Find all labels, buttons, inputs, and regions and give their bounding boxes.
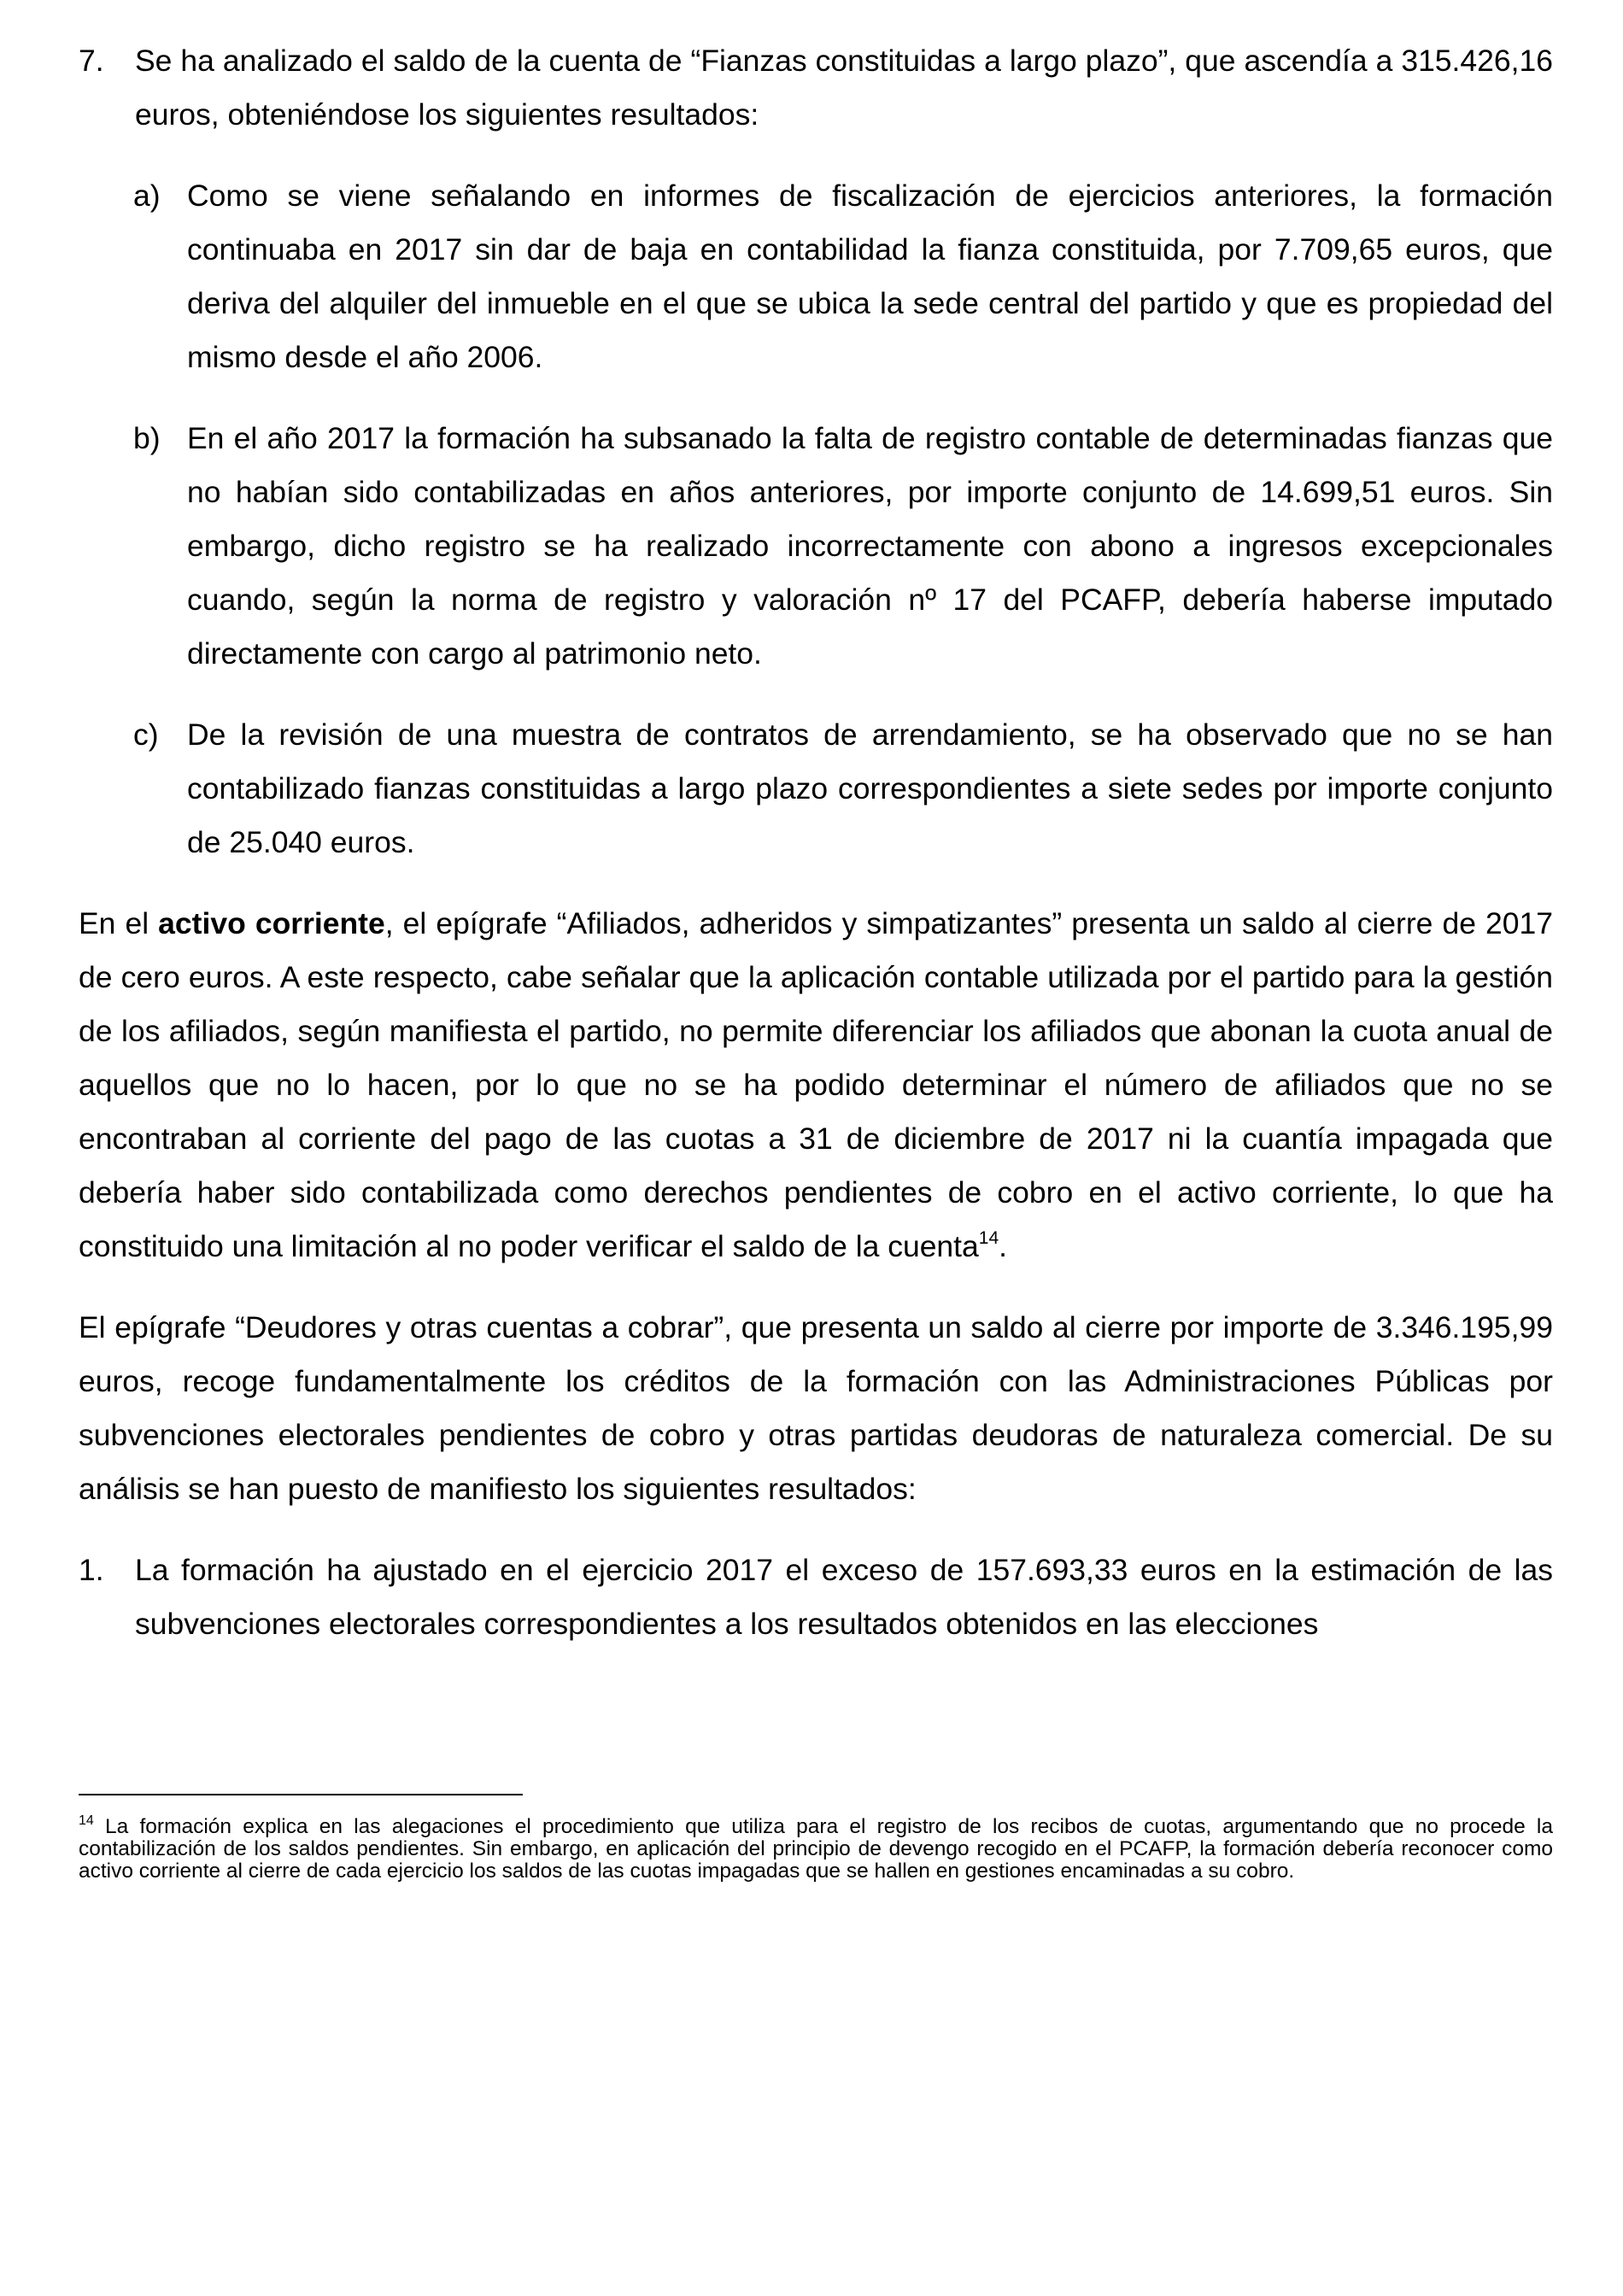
paragraph-lead: En el (79, 906, 159, 940)
paragraph-deudores (79, 1301, 1553, 1516)
list-item-7 (79, 34, 1553, 142)
footnote-text: La formación explica en las alegaciones el procedimiento que utiliza para el registro de los recibos de cuotas, argumentando que no procede la contabilización de los saldos pendientes. Sin embargo, en aplicación del principio de devengo recogido en el PCAFP, la formación debería reconocer como activo corriente al cierre de cada ejercicio los saldos de las cuotas impagadas que se hallen en gestiones encaminadas a su cobro. (79, 1815, 1553, 1883)
paragraph-text: , el epígrafe “Afiliados, adheridos y simpatizantes” presenta un saldo al cierre de 2017 de cero euros. A este respecto, cabe señalar que la aplicación contable utilizada por el partido para la gestión de los afiliados, según manifiesta el partido, no permite diferenciar los afiliados que abonan la cuota anual de aquellos que no lo hacen, por lo que no se ha podido determinar el número de afiliados que no se encontraban al corriente del pago de las cuotas a 31 de diciembre de 2017 ni la cuantía impagada que debería haber sido contabilizada como derechos pendientes de cobro en el activo corriente, lo que ha constituido una limitación al no poder verificar el saldo de la cuenta (79, 906, 1553, 1263)
subitem-text: Como se viene señalando en informes de fiscalización de ejercicios anteriores, la formación continuaba en 2017 sin dar de baja en contabilidad la fianza constituida, por 7.709,65 euros, que deriva del alquiler del inmueble en el que se ubica la sede central del partido y que es propiedad del mismo desde el año 2006. (187, 179, 1553, 374)
subitem-text: De la revisión de una muestra de contratos de arrendamiento, se ha observado que no se han contabilizado fianzas constituidas a largo plazo correspondientes a siete sedes por importe conjunto de 25.040 euros. (187, 718, 1553, 859)
footnote-14 (79, 1813, 1553, 1883)
list-item-number: 1. (79, 1553, 104, 1587)
bold-term: activo corriente (158, 906, 385, 940)
paragraph-text: El epígrafe “Deudores y otras cuentas a cobrar”, que presenta un saldo al cierre por importe de 3.346.195,99 euros, recoge fundamentalmente los créditos de la formación con las Administraciones Públicas por subvenciones electorales pendientes de cobro y otras partidas deudoras de naturaleza comercial. De su análisis se han puesto de manifiesto los siguientes resultados: (79, 1310, 1553, 1506)
subitem-c (79, 708, 1553, 870)
document-page (79, 34, 1553, 1651)
list-item-text: La formación ha ajustado en el ejercicio 2017 el exceso de 157.693,33 euros en la estimación de las subvenciones electorales correspondientes a los resultados obtenidos en las elecciones (135, 1553, 1553, 1641)
subitem-a (79, 169, 1553, 384)
subitem-b (79, 412, 1553, 681)
footnote-number: 14 (79, 1813, 94, 1828)
list-item-number: 7. (79, 44, 104, 78)
list-item-1 (79, 1543, 1553, 1651)
subitem-label: c) (133, 718, 159, 752)
paragraph-end: . (999, 1229, 1008, 1263)
paragraph-activo-corriente (79, 897, 1553, 1274)
subitem-label: b) (133, 421, 161, 455)
subitem-text: En el año 2017 la formación ha subsanado la falta de registro contable de determinadas fianzas que no habían sido contabilizadas en años anteriores, por importe conjunto de 14.699,51 euros. Sin embargo, dicho registro se ha realizado incorrectamente con abono a ingresos excepcionales cuando, según la norma de registro y valoración nº 17 del PCAFP, debería haberse imputado directamente con cargo al patrimonio neto. (187, 421, 1553, 671)
subitem-label: a) (133, 179, 161, 213)
footnote-reference[interactable]: 14 (978, 1228, 999, 1249)
footnote-divider (79, 1794, 523, 1795)
list-item-text: Se ha analizado el saldo de la cuenta de “Fianzas constituidas a largo plazo”, que ascendía a 315.426,16 euros, obteniéndose los siguientes resultados: (135, 44, 1553, 132)
